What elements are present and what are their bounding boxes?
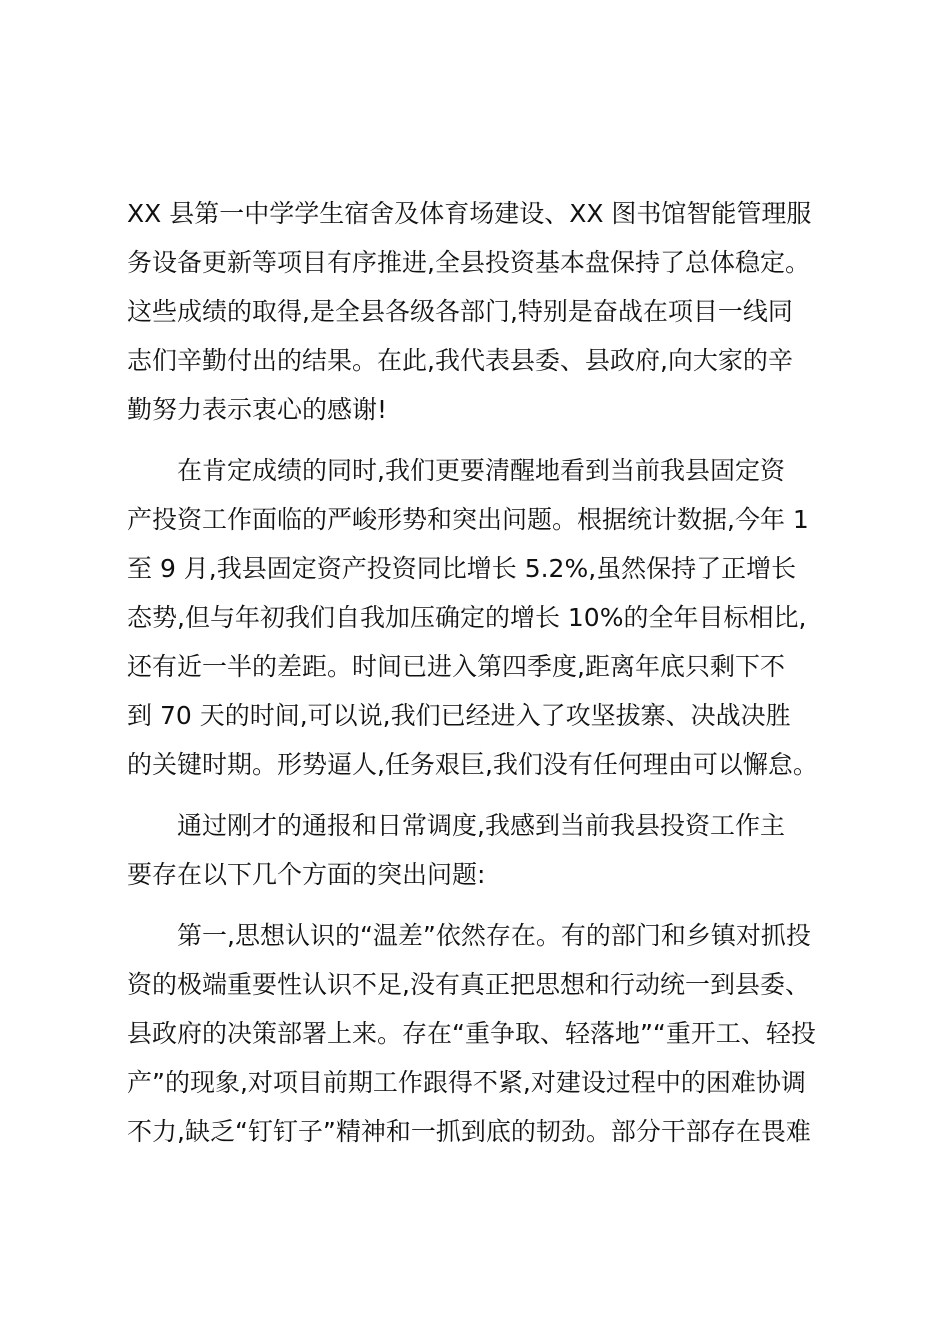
text-line: 产”的现象,对项目前期工作跟得不紧,对建设过程中的困难协调 [127,1068,806,1097]
paragraph-1 [127,195,827,440]
paragraph-spacing [127,795,827,807]
text-line: 务设备更新等项目有序推进,全县投资基本盘保持了总体稳定。 [127,248,810,277]
text-line: 通过刚才的通报和日常调度,我感到当前我县投资工作主 [177,811,785,840]
text-line: 到 70 天的时间,可以说,我们已经进入了攻坚拔寨、决战决胜 [127,701,791,730]
text-line: 勤努力表示衷心的感谢! [127,395,388,424]
text-line: 县政府的决策部署上来。存在“重争取、轻落地”“重开工、轻投 [127,1019,816,1048]
text-line: 这些成绩的取得,是全县各级各部门,特别是奋战在项目一线同 [127,297,793,326]
text-line: 资的极端重要性认识不足,没有真正把思想和行动统一到县委、 [127,970,810,999]
text-line: 至 9 月,我县固定资产投资同比增长 5.2%,虽然保持了正增长 [127,554,797,583]
document-body [127,195,827,1162]
text-line: 志们辛勤付出的结果。在此,我代表县委、县政府,向大家的辛 [127,346,793,375]
text-line: 要存在以下几个方面的突出问题: [127,860,486,889]
text-line: 第一,思想认识的“温差”依然存在。有的部门和乡镇对抓投 [177,921,811,950]
paragraph-spacing [127,905,827,917]
paragraph-4 [127,917,827,1162]
paragraph-2 [127,452,827,795]
paragraph-3 [127,807,827,905]
text-line: 态势,但与年初我们自我加压确定的增长 10%的全年目标相比, [127,603,807,632]
text-line: 还有近一半的差距。时间已进入第四季度,距离年底只剩下不 [127,652,785,681]
text-line: 在肯定成绩的同时,我们更要清醒地看到当前我县固定资 [177,456,785,485]
text-line: XX 县第一中学学生宿舍及体育场建设、XX 图书馆智能管理服 [127,199,812,228]
text-line: 的关键时期。形势逼人,任务艰巨,我们没有任何理由可以懈怠。 [127,750,818,779]
paragraph-spacing [127,440,827,452]
text-line: 不力,缺乏“钉钉子”精神和一抓到底的韧劲。部分干部存在畏难 [127,1117,811,1146]
text-line: 产投资工作面临的严峻形势和突出问题。根据统计数据,今年 1 [127,505,809,534]
